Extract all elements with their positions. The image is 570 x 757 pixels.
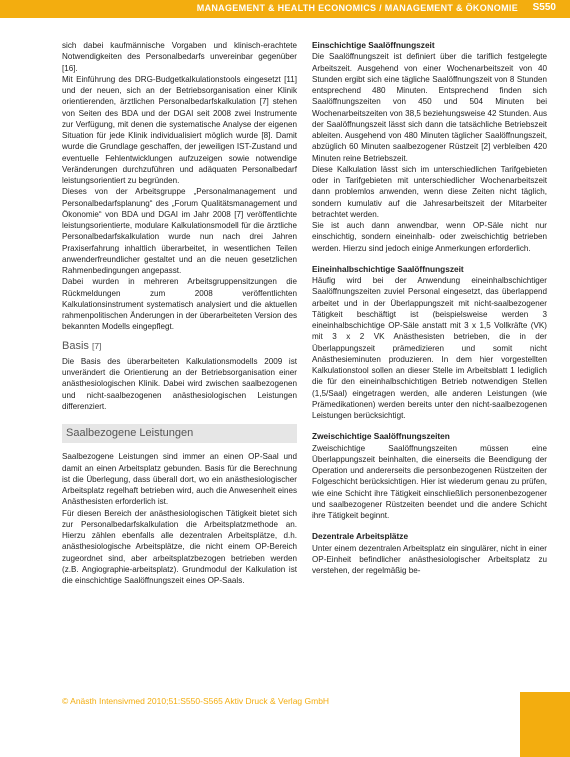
paragraph: Zweischichtige Saalöffnungszeiten müssen eine Überlappungszeit beinhalten, die einerseits die Beendigung der Operation und andererseits die personbezogenen Rüstzeiten der Folgeschicht berücksichtigen. Hier ist wiederum genau zu prüfen, wie eine Schicht ihre Tätigkeit einschließlich personenbezogener und saalbezogener Rüstzeiten beendet und die andere Schicht ihre Tätigkeit beginnt. xyxy=(312,443,547,520)
footer-citation: © Anästh Intensivmed 2010;51:S550-S565 Aktiv Druck & Verlag GmbH xyxy=(62,696,330,706)
paragraph: Saalbezogene Leistungen sind immer an einen OP-Saal und damit an einen Arbeitsplatz gebunden. Basis für die Berechnung ist die Überlegung, dass überall dort, wo ein anästhesiologischer Arbeitsplatz regelhaft betrieben wird, auch die Anwesenheit eines Anästhesisten erforderlich ist. xyxy=(62,452,297,507)
basis-heading-text: Basis xyxy=(62,339,89,352)
paragraph: Für diesen Bereich der anästhesiologischen Tätigkeit bietet sich zur Personalbedarfskalkulation die Arbeitsplatzmethode an. Hierzu zählen ebenfalls alle dezentralen Arbeitsplätze, d.h. anästhesiologische Arbeitsplätze, die nicht einem OP-Bereich zugeordnet sind, aber arbeitsplatzbezogen betrieben werden (z.B. Angiographie-arbeitsplatz). Grundmodul der Kalkulation ist die einschichtige Saalöffnungszeit eines OP-Saals. xyxy=(62,508,297,585)
subheading: Eineinhalbschichtige Saalöffnungszeit xyxy=(312,263,464,274)
paragraph: Die Basis des überarbeiteten Kalkulationsmodells 2009 ist unverändert die Orientierung an der Betriebsorganisation einer anästhesiologischen Klinik. Dabei wird zwischen saalbezogenen und nicht-saalbezogenen anästhesiologischen Leistungen differenziert. xyxy=(62,356,297,411)
subheading: Einschichtige Saalöffnungszeit xyxy=(312,40,435,50)
left-column xyxy=(62,40,297,586)
paragraph: Sie ist auch dann anwendbar, wenn OP-Säle nicht nur einschichtig, sondern eineinhalb- oder zweischichtig betrieben werden. Hierzu sind jedoch einige Anmerkungen erforderlich. xyxy=(312,221,547,253)
header-bar xyxy=(0,0,570,18)
section-heading-band: Saalbezogene Leistungen xyxy=(62,424,297,443)
section-heading-basis xyxy=(62,341,297,352)
page-number: S550 xyxy=(532,2,556,13)
paragraph: Häufig wird bei der Anwendung eineinhalbschichtiger Saalöffnungszeiten zuviel Personal eingesetzt, das überlappend arbeitet und in der Überlappungszeit mit nicht-saalbezogener Tätigkeit beschäftigt ist (beispielsweise werden 3 eineinhalbschichtige OP-Säle anstatt mit 3 x 1,5 Vollkräfte (VK) mit 3 x 2 VK Anästhesisten betrieben, die in der Überlappungszeit prämedizieren und somit nicht Anästhesieminuten produzieren. In dem hier vorgestellten Kalkulationstool sollen an dieser Stelle im Arbeitsblatt 1 lediglich die für den eineinhalbschichtigen Betrieb notwendigen Stellen (1,5/Saal) eingetragen werden, alle anderen Leistungen (wie Prämedikationen) werden bereits unter den nicht-saalbezogenen Leistungen berücksichtigt. xyxy=(312,276,547,420)
basis-reference: [7] xyxy=(91,340,102,351)
subheading: Dezentrale Arbeitsplätze xyxy=(312,531,409,542)
paragraph: Dabei wurden in mehreren Arbeitsgruppensitzungen die Rückmeldungen zum 2008 veröffentlichten Kalkulationsinstrument systematisch analysiert und die aktuellen rahmenpolitischen Änderungen in der überarbeiteten Version des bekannten Modells eingepflegt. xyxy=(62,277,297,332)
paragraph: sich dabei kaufmännische Vorgaben und klinisch-erachtete Notwendigkeiten des Personalbedarfs unvereinbar gegenüber [16]. xyxy=(62,41,297,73)
subheading: Zweischichtige Saalöffnungszeiten xyxy=(312,431,450,442)
footer-accent-box xyxy=(520,692,570,757)
paragraph: Mit Einführung des DRG-Budgetkalkulationstools eingesetzt [11] und der neuen, sich an der Betriebsorganisation einer Klinik orientierenden, ärztlichen Personalbedarfskalkulation [7] stehen von Seiten des BDA und der DGAI seit 2008 zwei Instrumente zur Verfügung, mit denen die systematische Analyse der eigenen Situation für jede Klinik individualisiert möglich wurde [8]. Damit wurde die Grundlage geschaffen, der jeweiligen IST-Zustand und eventuelle Fehlentwicklungen aufzuzeigen sowie notwendige Veränderungen durchzuführen und adäquaten Personalbedarf leistungsorientiert zu begründen. xyxy=(62,74,297,185)
right-column xyxy=(312,40,547,576)
header-title: MANAGEMENT & HEALTH ECONOMICS / MANAGEMENT & ÖKONOMIE xyxy=(196,3,518,13)
paragraph: Dieses von der Arbeitsgruppe „Personalmanagement und Personalbedarfsplanung“ des „Forum Qualitätsmanagement und Ökonomie“ von BDA und DGAI im Jahr 2008 [7] veröffentlichte leistungsorientierte, modulare Kalkulationsmodell für die ärztliche Personalbedarfskalkulation wurde nun nach drei Jahren Praxiserfahrung inhaltlich überarbeitet, in wesentlichen Teilen anwenderfreundlicher gestaltet und an die neuen gesetzlichen Rahmenbedingungen angepasst. xyxy=(62,187,297,275)
paragraph: Diese Kalkulation lässt sich im unterschiedlichen Tarifgebieten oder in Tarifgebieten mit unterschiedlicher Wochenarbeitszeit dann problemlos anwenden, wenn diese Zeiten nicht täglich, sondern kumulativ auf die Jahresarbeitszeit der Mitarbeiter betrachtet werden. xyxy=(312,164,547,219)
paragraph: Unter einem dezentralen Arbeitsplatz ein singulärer, nicht in einer OP-Einheit befindlicher anästhesiologischer Arbeitsplatz zu verstehen, der regelmäßig be- xyxy=(312,543,547,575)
paragraph: Die Saalöffnungszeit ist definiert über die tariflich festgelegte Arbeitszeit. Ausgehend von einer Wochenarbeitszeit von 40 Stunden ergibt sich eine tägliche Saalöffnungszeit von 8 Stunden entsprechend 480 Minuten. Entsprechend finden sich Saalöffnungszeiten von 450 und 504 Minuten bei Wochenarbeitszeiten von 38,5 beziehungsweise 42 Stunden. Aus der Saalöffnungszeit lässt sich dann die tatsächliche Betriebszeit ableiten. Ausgehend von 480 Minuten täglicher Saalöffnungszeit, abzüglich 60 Minuten saalbezogener Rüstzeit [2] verbleiben 420 Minuten reine Betriebszeit. xyxy=(312,52,547,163)
